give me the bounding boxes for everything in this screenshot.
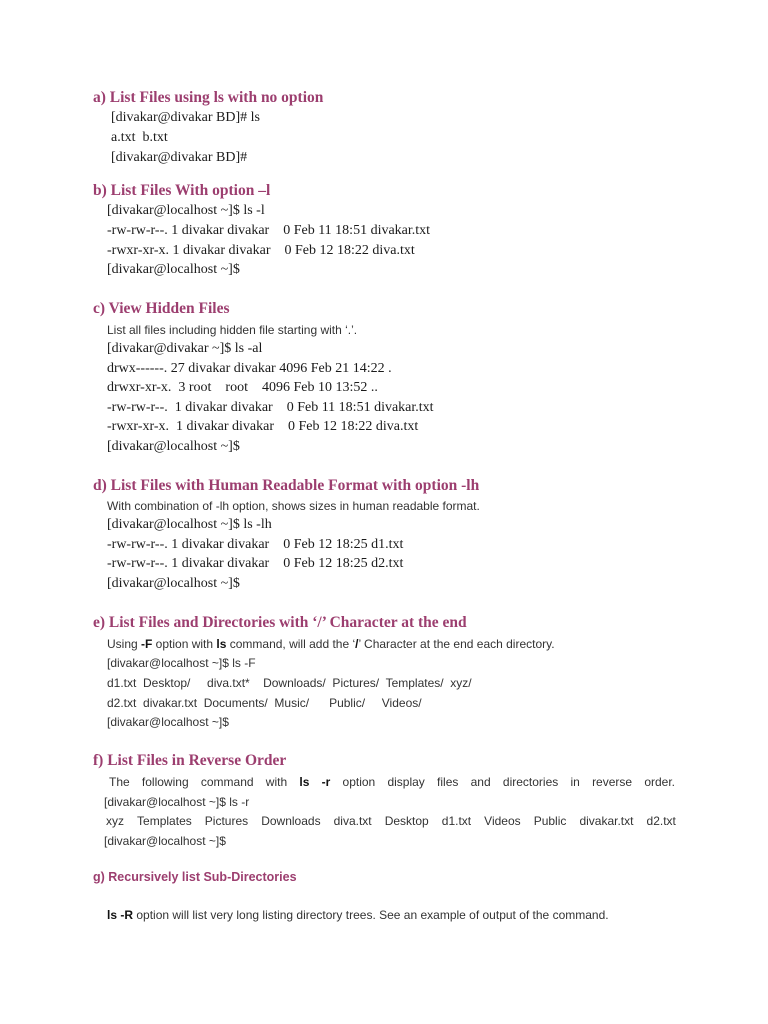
section-g-heading: g) Recursively list Sub-Directories	[93, 870, 297, 884]
section-b-line-4: [divakar@localhost ~]$	[107, 262, 240, 277]
section-d-description: With combination of -lh option, shows sizes in human readable format.	[107, 499, 480, 513]
section-d-line-1: [divakar@localhost ~]$ ls -lh	[107, 517, 272, 532]
section-d-line-3: -rw-rw-r--. 1 divakar divakar 0 Feb 12 18:25 d2.txt	[107, 556, 404, 571]
section-f-prompt: [divakar@localhost ~]$ ls -r	[104, 795, 250, 809]
section-e-line-1: [divakar@localhost ~]$ ls -F	[107, 656, 256, 670]
section-f-description: The following command with ls -r option display files and directories in reverse order.	[109, 775, 675, 789]
section-d-line-4: [divakar@localhost ~]$	[107, 576, 240, 591]
section-d-line-2: -rw-rw-r--. 1 divakar divakar 0 Feb 12 18:25 d1.txt	[107, 537, 404, 552]
section-a-heading: a) List Files using ls with no option	[93, 89, 324, 106]
section-b-line-2: -rw-rw-r--. 1 divakar divakar 0 Feb 11 18:51 divakar.txt	[107, 223, 431, 238]
section-c-line-3: drwxr-xr-x. 3 root root 4096 Feb 10 13:52 ..	[107, 380, 378, 395]
section-f-output: xyz Templates Pictures Downloads diva.txt Desktop d1.txt Videos Public divakar.txt d2.txt	[106, 814, 676, 828]
section-b-heading: b) List Files With option –l	[93, 182, 271, 199]
section-c-description: List all files including hidden file starting with ‘.’.	[107, 323, 358, 337]
section-b-line-1: [divakar@localhost ~]$ ls -l	[107, 203, 265, 218]
section-c-line-5: -rwxr-xr-x. 1 divakar divakar 0 Feb 12 18:22 diva.txt	[107, 419, 419, 434]
section-g-description: ls -R option will list very long listing directory trees. See an example of output of the command.	[107, 908, 609, 922]
section-c-line-2: drwx------. 27 divakar divakar 4096 Feb 21 14:22 .	[107, 361, 392, 376]
section-d-heading: d) List Files with Human Readable Format with option -lh	[93, 477, 480, 494]
section-f-prompt-end: [divakar@localhost ~]$	[104, 834, 226, 848]
section-c-heading: c) View Hidden Files	[93, 300, 230, 317]
section-e-heading: e) List Files and Directories with ‘/’ Character at the end	[93, 614, 467, 631]
section-c-line-4: -rw-rw-r--. 1 divakar divakar 0 Feb 11 18:51 divakar.txt	[107, 400, 434, 415]
section-b-line-3: -rwxr-xr-x. 1 divakar divakar 0 Feb 12 18:22 diva.txt	[107, 243, 415, 258]
section-a-line-1: [divakar@divakar BD]# ls	[111, 110, 260, 125]
section-e-description: Using -F option with ls command, will add the ‘/’ Character at the end each directory.	[107, 637, 555, 651]
section-e-line-3: d2.txt divakar.txt Documents/ Music/ Public/ Videos/	[107, 696, 422, 710]
section-e-line-2: d1.txt Desktop/ diva.txt* Downloads/ Pictures/ Templates/ xyz/	[107, 676, 472, 690]
section-a-line-2: a.txt b.txt	[111, 130, 168, 145]
section-a-line-3: [divakar@divakar BD]#	[111, 150, 248, 165]
section-c-line-1: [divakar@divakar ~]$ ls -al	[107, 341, 263, 356]
section-e-line-4: [divakar@localhost ~]$	[107, 715, 229, 729]
section-f-heading: f) List Files in Reverse Order	[93, 752, 287, 769]
section-c-line-6: [divakar@localhost ~]$	[107, 439, 240, 454]
